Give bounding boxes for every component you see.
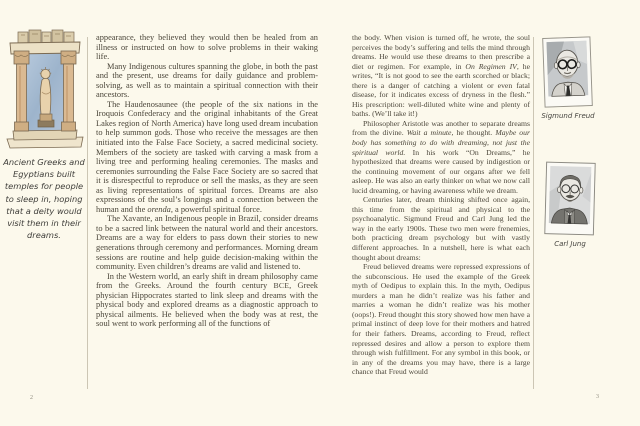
temple-frieze — [18, 30, 74, 43]
freud-caption: Sigmund Freud — [541, 112, 595, 120]
left-text-column — [96, 33, 318, 329]
paragraph: Freud believed dreams were repressed expressions of the subconscious. He used the example of the Greek myth of Oedipus to explain this. In the myth, Oedipus murders a man he didn’t realize was his father and marries a woman he didn’t realize was his mother (oops!). Freud thought this story showed how men have a primal instinct of deep love for their mothers and hatred for their fathers. Dreams, according to Freud, reflect repressed desires and allow a person to explore them through wish fulfillment. For any symbol in this book, or in any of the dreams you may have, there is a large chance that Freud would — [352, 262, 530, 377]
paragraph: Centuries later, dream thinking shifted once again, this time from the spiritual and physical to the psychoanalytic. Sigmund Freud and Carl Jung led the way in the early 1900s. These two men were frenemies, both practicing dream psychology but with vastly different approaches. In a nutshell, here is what each thought about dreams: — [352, 195, 530, 262]
page-number-right: 3 — [596, 394, 599, 400]
sigmund-freud-portrait — [542, 36, 593, 108]
right-text-column — [352, 33, 530, 377]
page-number-left: 2 — [30, 395, 33, 401]
temple-illustration — [4, 8, 86, 150]
paragraph: Philosopher Aristotle was another to separate dreams from the divine. Wait a minute, he thought. Maybe our body has something to do with dreaming, not just the spiritual world. In his work “On Dreams,” he hypothesized that dreams were caused by indigestion or the continuing movement of our organs after we fell asleep. He was also an early thinker on what we now call lucid dreaming, or having awareness while we dream. — [352, 118, 530, 195]
right-page-rule — [533, 37, 534, 389]
paragraph: Many Indigenous cultures spanning the globe, in both the past and the present, use dreams for daily guidance and problem-solving, as well as to maintain a spiritual connection with their ancestors. — [96, 61, 318, 100]
temple-column-right — [61, 51, 76, 131]
paragraph: In the Western world, an early shift in dream philosophy came from the Greeks. Around the fourth century BCE, Greek physician Hippocrates started to link sleep and dreams with the physical body and explored dreams as a diagnostic approach to physical ailments. He believed when the body was at rest, the soul went to work performing all of the functions of — [96, 271, 318, 329]
paragraph: appearance, they believed they would then be healed from an illness or instructed on how to solve problems in their waking life. — [96, 33, 318, 62]
paragraph: the body. When vision is turned off, he wrote, the soul perceives the body’s suffering and tells the mind through dreams. He would use these dreams to then prescribe a diet or regimen. For example, in On Regimen IV, he writes, “It is not good to see the earth scorched or black; there is a danger of catching a violent or even fatal disease, for it indicates excess of dryness in the flesh.” His prescription: well-diluted white wine and plenty of baths. (We’ll take it!) — [352, 33, 530, 119]
paragraph: The Haudenosaunee (the people of the six nations in the Iroquois Confederacy and the original inhabitants of the Great Lakes region of North America) have long used dream incubation to help summon gods. Those who receive the messages are then initiated into the False Face Society, a sacred medicinal society. Members of the society are tasked with carving a mask from a living tree and performing healing ceremonies. The masks and ceremonies surrounding the False Face Society are so sacred that it is disrespectful to reproduce or sell the masks, as they are seen as living representations of spiritual forces. Dreams are also expressions of the soul’s longings and a connection between the human and the orenda, a powerful spiritual force. — [96, 99, 318, 214]
temple-column-left — [14, 51, 29, 131]
left-page-rule — [87, 37, 88, 389]
jung-caption: Carl Jung — [554, 240, 586, 248]
margin-caption: Ancient Greeks and Egyptians built temples for people to sleep in, hoping that a deity would visit them in their dreams. — [3, 157, 85, 241]
paragraph: The Xavante, an Indigenous people in Brazil, consider dreams to be a sacred link between the natural world and their ancestors. Dreams are a way for elders to pass down their stories to new generations through ceremony and performances. Morning dream sessions are routine and help guide decision-making within the community. Even children’s dreams are valid and listened to. — [96, 214, 318, 272]
carl-jung-portrait — [544, 161, 596, 235]
